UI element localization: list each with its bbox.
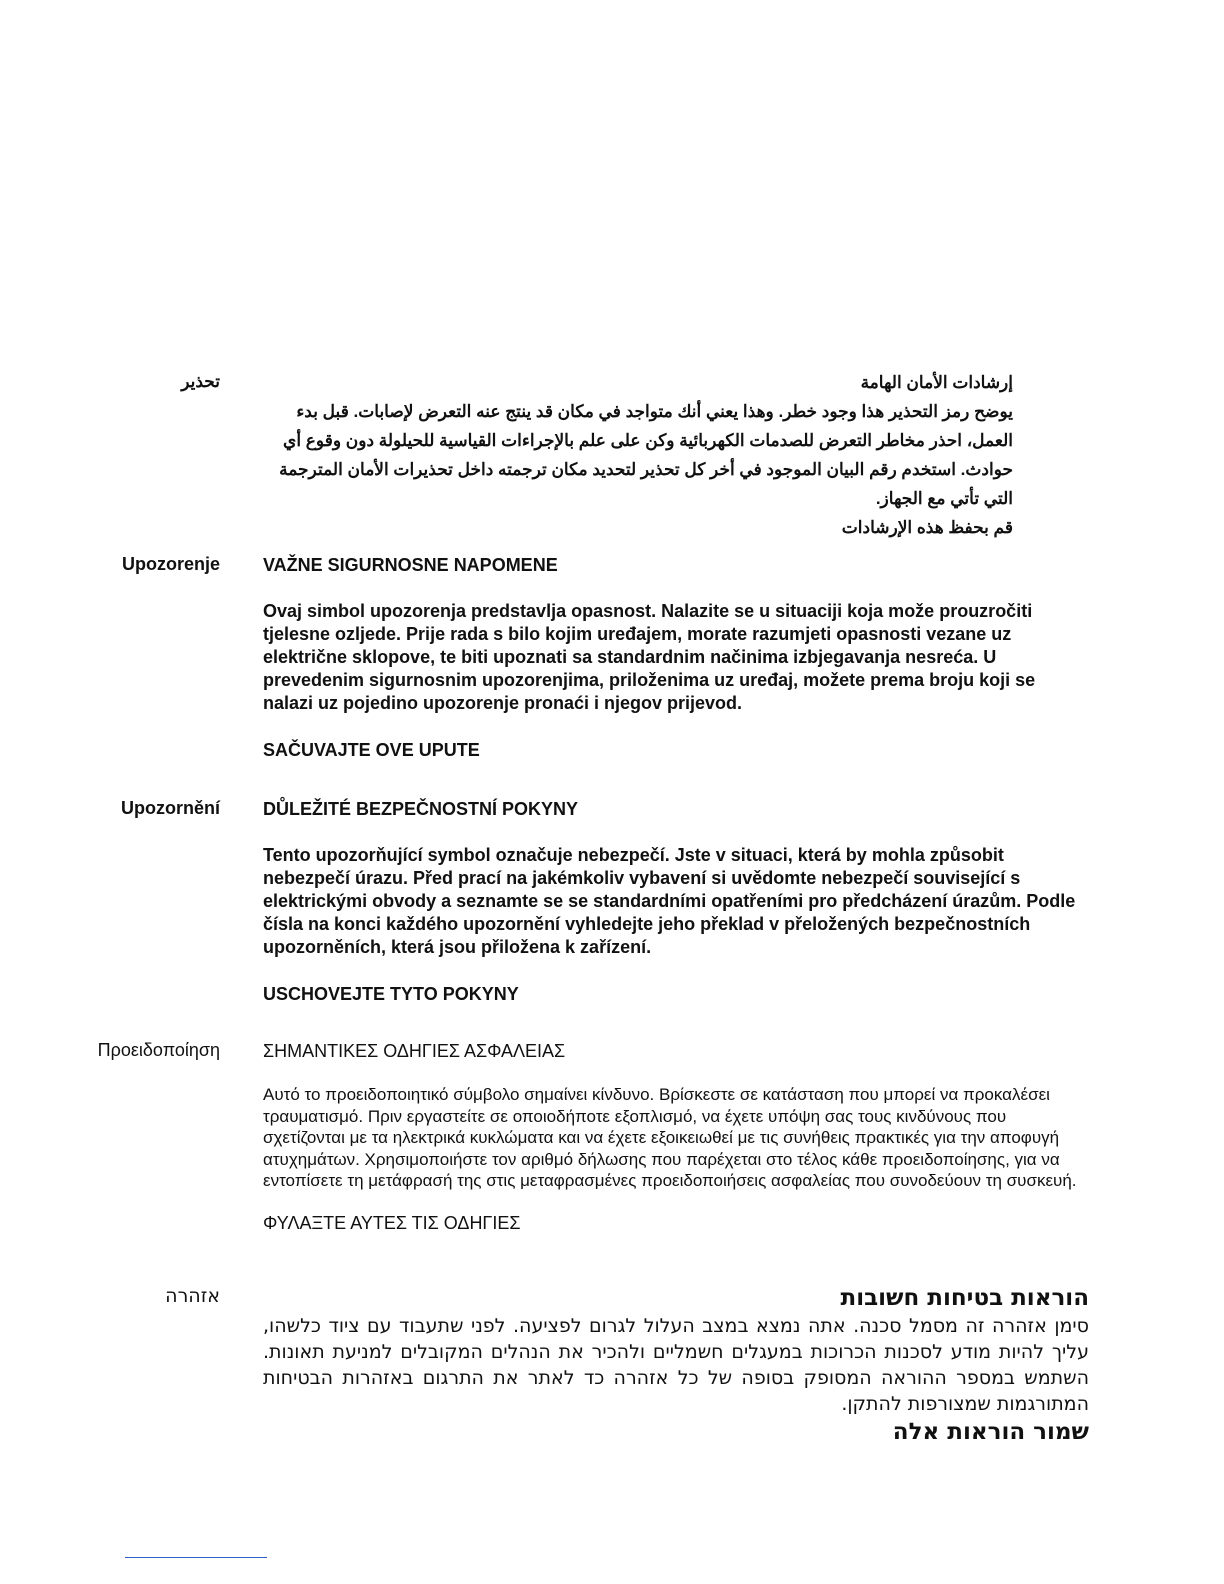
warning-content-greek bbox=[263, 1040, 1083, 1234]
warning-paragraph-croatian: Ovaj simbol upozorenja predstavlja opasnost. Nalazite se u situaciji koja može prouzročiti tjelesne ozljede. Prije rada s bilo kojim uređajem, morate razumjeti opasnosti vezane uz električne sklopove, te biti upoznati sa standardnim načinima izbjegavanja nesreća. U prevedenim sigurnosnim upozorenjima, priloženima uz uređaj, možete prema broju koji se nalazi uz pojedino upozorenje pronaći i njegov prijevod. bbox=[263, 601, 1036, 713]
warning-label-czech: Upozornění bbox=[121, 798, 220, 818]
warning-footer-czech: USCHOVEJTE TYTO POKYNY bbox=[263, 984, 519, 1004]
warning-heading-greek: ΣΗΜΑΝΤΙΚΕΣ ΟΔΗΓΙΕΣ ΑΣΦΑΛΕΙΑΣ bbox=[263, 1041, 566, 1061]
warning-footer-greek: ΦΥΛΑΞΤΕ ΑΥΤΕΣ ΤΙΣ ΟΔΗΓΙΕΣ bbox=[263, 1212, 521, 1233]
warning-heading-hebrew: הוראות בטיחות חשובות bbox=[840, 1285, 1089, 1311]
warning-paragraph-arabic: يوضح رمز التحذير هذا وجود خطر. وهذا يعني أنك متواجد في مكان قد ينتج عنه التعرض لإصابات. قبل بدء العمل، احذر مخاطر التعرض للصدمات الكهربائية وكن على علم بالإجراءات القياسية للحيلولة دون وقوع أي حوادث. استخدم رقم البيان الموجود في أخر كل تحذير لتحديد مكان ترجمته داخل تحذيرات الأمان المترجمة التي تأتي مع الجهاز. bbox=[279, 402, 1013, 508]
warning-label-arabic: تحذير bbox=[181, 372, 220, 391]
warning-content-croatian bbox=[263, 554, 1083, 761]
warning-footer-arabic: قم بحفظ هذه الإرشادات bbox=[841, 518, 1013, 537]
warning-paragraph-czech: Tento upozorňující symbol označuje nebezpečí. Jste v situaci, která by mohla způsobit nebezpečí úrazu. Před prací na jakémkoliv vybavení si uvědomte nebezpečí související s elektrickými obvody a seznamte se se standardními opatřeními pro předcházení úrazům. Podle čísla na konci každého upozornění vyhledejte jeho překlad v přeložených bezpečnostních upozorněních, která jsou přiložena k zařízení. bbox=[263, 845, 1076, 957]
warning-footer-croatian: SAČUVAJTE OVE UPUTE bbox=[263, 740, 480, 760]
warning-paragraph-hebrew: סימן אזהרה זה מסמל סכנה. אתה נמצא במצב העלול לגרום לפציעה. לפני שתעבוד עם ציוד כלשהו, עליך להיות מודע לסכנות הכרוכות במעגלים חשמליים ולהכיר את הנהלים המקובלים למניעת תאונות. השתמש במספר ההוראה המסופק בסופה של כל אזהרה כד לאתר את התרגום באזהרות הבטיחות המתורגמות שמצורפות להתקן. bbox=[263, 1315, 1089, 1415]
warning-content-hebrew bbox=[263, 1283, 1089, 1447]
footer-rule bbox=[125, 1557, 267, 1558]
warning-heading-czech: DŮLEŽITÉ BEZPEČNOSTNÍ POKYNY bbox=[263, 799, 579, 819]
warning-heading-croatian: VAŽNE SIGURNOSNE NAPOMENE bbox=[263, 555, 558, 575]
warning-label-hebrew: אזהרה bbox=[165, 1285, 220, 1307]
warning-paragraph-greek: Αυτό το προειδοποιητικό σύμβολο σημαίνει κίνδυνο. Βρίσκεστε σε κατάσταση που μπορεί να προκαλέσει τραυματισμό. Πριν εργαστείτε σε οποιοδήποτε εξοπλισμό, να έχετε υπόψη σας τους κινδύνους που σχετίζονται με τα ηλεκτρικά κυκλώματα και να έχετε εξοικειωθεί με τις συνήθεις πρακτικές για την αποφυγή ατυχημάτων. Χρησιμοποιήστε τον αριθμό δήλωσης που παρέχεται στο τέλος κάθε προειδοποίησης, για να εντοπίσετε τη μετάφρασή της στις μεταφρασμένες προειδοποιήσεις ασφαλείας που συνοδεύουν τη συσκευή. bbox=[263, 1085, 1077, 1190]
warning-content-czech bbox=[263, 798, 1083, 1005]
warning-heading-arabic: إرشادات الأمان الهامة bbox=[860, 373, 1013, 392]
warning-label-croatian: Upozorenje bbox=[121, 554, 220, 574]
warning-footer-hebrew: שמור הוראות אלה bbox=[892, 1419, 1089, 1445]
warning-content-arabic bbox=[258, 368, 1013, 542]
warning-label-greek: Προειδοποίηση bbox=[97, 1040, 220, 1060]
